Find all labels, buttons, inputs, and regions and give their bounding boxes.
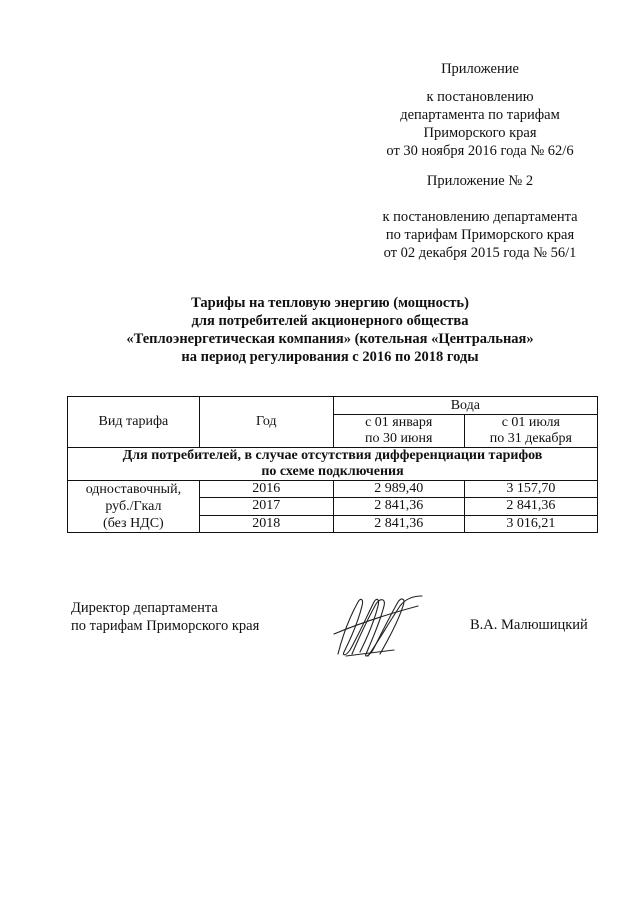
value-cell: 2 841,36: [333, 498, 464, 515]
position-line: по тарифам Приморского края: [71, 618, 260, 634]
title-line: «Теплоэнергетическая компания» (котельная «Центральная»: [126, 331, 534, 347]
attachment-line: к постановлению: [426, 89, 534, 105]
position-line: Директор департамента: [71, 600, 218, 616]
table-row: [68, 481, 598, 498]
header-year: Год: [199, 397, 333, 448]
attachment-line: Приморского края: [423, 125, 537, 141]
title-line: Тарифы на тепловую энергию (мощность): [191, 295, 469, 311]
year-cell: 2018: [199, 515, 333, 532]
header-water: Вода: [333, 397, 597, 415]
value-cell: 3 157,70: [464, 481, 597, 498]
attachment-heading: Приложение № 2: [426, 173, 534, 189]
header-period-2: с 01 июля по 31 декабря: [464, 415, 597, 448]
handwritten-signature: [328, 594, 424, 658]
attachment-line: департамента по тарифам: [400, 107, 560, 123]
value-cell: 2 989,40: [333, 481, 464, 498]
attachment-heading: Приложение: [441, 61, 519, 77]
document-title: [60, 294, 600, 366]
title-line: для потребителей акционерного общества: [191, 313, 469, 329]
group-row: Для потребителей, в случае отсутствия дифференциации тарифов по схеме подключения: [68, 448, 598, 481]
signatory-position: [71, 599, 259, 635]
attachment-line: от 30 ноября 2016 года № 62/6: [386, 143, 574, 159]
value-cell: 3 016,21: [464, 515, 597, 532]
attachment-line: к постановлению департамента: [382, 209, 578, 225]
signatory-name: В.А. Малюшицкий: [470, 617, 588, 633]
header-period-1: с 01 января по 30 июня: [333, 415, 464, 448]
attachment-block-1: [380, 60, 580, 160]
header-tariff-type: Вид тарифа: [68, 397, 200, 448]
title-line: на период регулирования с 2016 по 2018 годы: [181, 349, 479, 365]
value-cell: 2 841,36: [464, 498, 597, 515]
year-cell: 2017: [199, 498, 333, 515]
tariff-table: [67, 396, 598, 533]
attachment-block-2: [370, 172, 590, 262]
year-cell: 2016: [199, 481, 333, 498]
tariff-type-cell: одноставочный, руб./Гкал (без НДС): [68, 481, 200, 533]
value-cell: 2 841,36: [333, 515, 464, 532]
attachment-line: от 02 декабря 2015 года № 56/1: [383, 245, 577, 261]
attachment-line: по тарифам Приморского края: [385, 227, 575, 243]
